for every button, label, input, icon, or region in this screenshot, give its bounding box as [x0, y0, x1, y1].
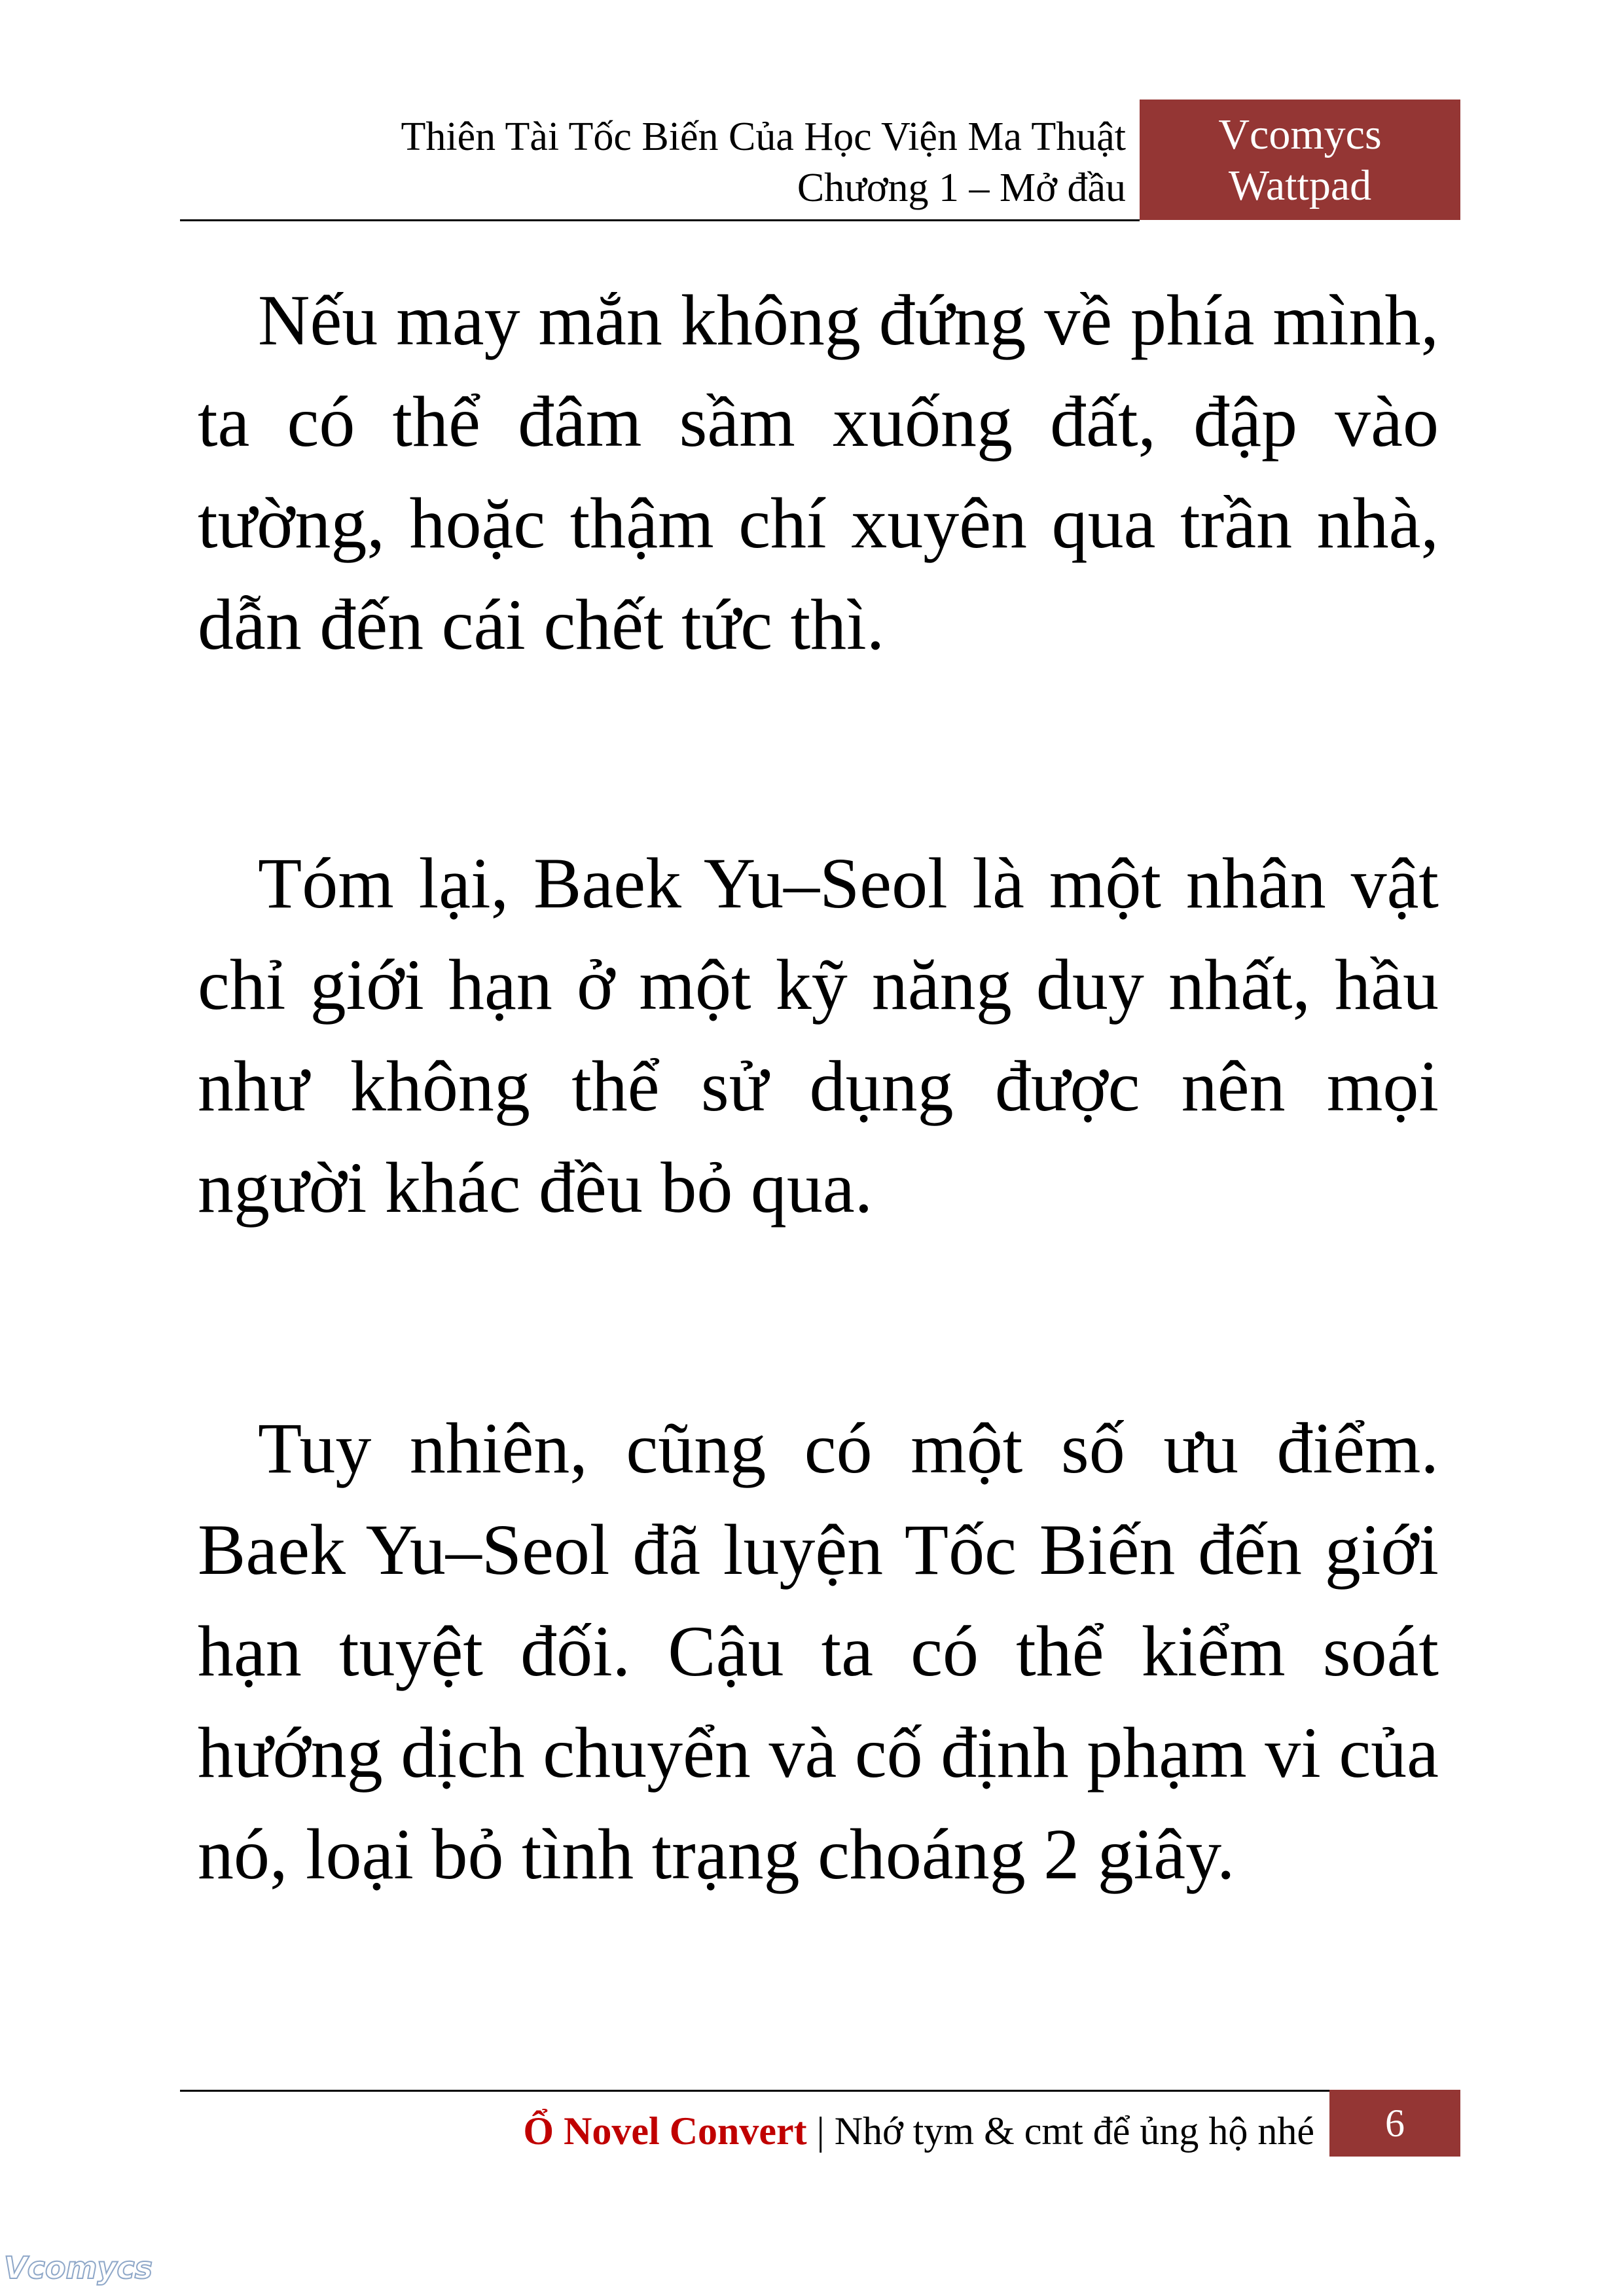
book-title: Thiên Tài Tốc Biến Của Học Viện Ma Thuật: [401, 115, 1126, 159]
vcomycs-logo-watermark-icon: [1, 2244, 158, 2290]
footer-message: Nhớ tym & cmt để ủng hộ nhé: [834, 2109, 1314, 2153]
header-badge: [1140, 100, 1460, 220]
chapter-title: Chương 1 – Mở đầu: [797, 166, 1126, 210]
paragraph-3: Tuy nhiên, cũng có một số ưu điểm. Baek Yu–Seol đã luyện Tốc Biến đến giới hạn tuyệt đối. Cậu ta có thể kiểm soát hướng dịch chuyển và cố định phạm vi của nó, loại bỏ tình trạng choáng 2 giây.: [198, 1408, 1439, 1894]
page-number: 6: [1329, 2090, 1460, 2157]
paragraph-2: Tóm lại, Baek Yu–Seol là một nhân vật chỉ giới hạn ở một kỹ năng duy nhất, hầu như không thể sử dụng được nên mọi người khác đều bỏ qua.: [198, 843, 1439, 1228]
header-divider: [180, 219, 1140, 221]
footer-credits: [196, 2105, 1314, 2157]
watermark-text: Vcomycs: [4, 2250, 153, 2286]
badge-wattpad: Wattpad: [1228, 162, 1372, 210]
footer-separator: |: [816, 2109, 825, 2153]
badge-vcomycs: Vcomycs: [1218, 111, 1382, 158]
footer-brand: Ổ Novel Convert: [523, 2109, 807, 2153]
paragraph-1: Nếu may mắn không đứng về phía mình, ta có thể đâm sầm xuống đất, đập vào tường, hoặc thậm chí xuyên qua trần nhà, dẫn đến cái chết tức thì.: [198, 280, 1439, 665]
header-titles: [196, 111, 1126, 213]
footer-divider: [180, 2090, 1329, 2092]
